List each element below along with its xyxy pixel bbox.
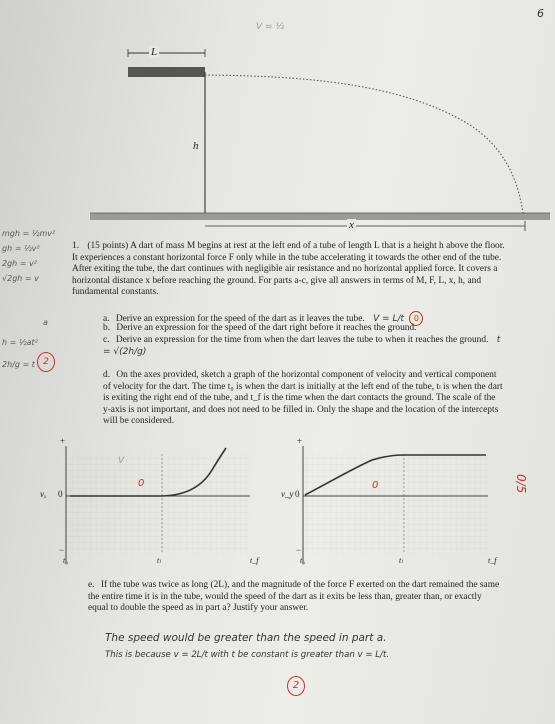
vx-grid bbox=[66, 454, 250, 554]
vy-plus-label: + bbox=[297, 436, 303, 446]
length-label: L bbox=[151, 46, 158, 58]
part-b-text: Derive an expression for the speed of the dart right before it reaches the ground. bbox=[116, 323, 417, 333]
part-b bbox=[103, 323, 503, 335]
part-c-label: c. bbox=[103, 335, 110, 345]
vy-ylabel: v_y bbox=[281, 489, 294, 499]
vx-tf-label: t_f bbox=[250, 556, 259, 565]
score-a: 0 bbox=[413, 314, 419, 323]
vx-plus-label: + bbox=[60, 436, 66, 446]
dart-tube-diagram bbox=[0, 0, 555, 240]
part-d-text: On the axes provided, sketch a graph of the horizontal component of velocity and vertical component of velocity for the dart. The time t₀ is when the dart is initially at the left end of the tube, tₗ is when the dart is exiting the right end of the tube, and t_f is the time when the dart contacts the ground. The scale of the y-axis is not important, and does not need to be filled in. Only the shape and the location of the intercepts will be considered. bbox=[103, 370, 503, 427]
height-label: h bbox=[193, 140, 199, 152]
vy-grade-mark: 0 bbox=[372, 480, 379, 491]
question-intro: A dart of mass M begins at rest at the left end of a tube of length L that is a height h above the floor. It experiences a constant horizontal force F only while in the tube accelerating it towards the other end of the tube. After exiting the tube, the dart continues with negligible air resistance and no horizontal applied force. It covers a horizontal distance x before reaching the ground. For parts a-c, give all answers in terms of M, F, L, x, h, and fundamental constants. bbox=[72, 241, 505, 298]
vx-minus-label: − bbox=[59, 545, 65, 555]
velocity-graphs bbox=[0, 440, 555, 580]
vy-grid bbox=[303, 454, 488, 554]
margin-line-5: h = ½at² bbox=[2, 338, 38, 347]
margin-line-1: mgh = ½mv² bbox=[2, 229, 56, 238]
margin-work bbox=[2, 226, 55, 286]
vx-check-mark: V bbox=[118, 456, 125, 466]
vy-tf-label: t_f bbox=[488, 556, 497, 565]
top-scrawl: V = ½ bbox=[256, 22, 285, 32]
margin-work-lower bbox=[2, 332, 38, 376]
question-1 bbox=[72, 241, 507, 299]
vy-t0-label: t₀ bbox=[300, 556, 306, 565]
vx-zero-label: 0 bbox=[58, 489, 63, 499]
part-a-answer: V = L/t bbox=[373, 314, 405, 324]
distance-label: x bbox=[349, 219, 354, 231]
vx-tl-label: tₗ bbox=[157, 556, 161, 565]
corner-mark: 6 bbox=[537, 7, 544, 20]
part-e-answer-line-2: This is because v = 2L/t with t be constant is greater than v = L/t. bbox=[105, 650, 390, 660]
score-total: 0/5 bbox=[514, 474, 528, 494]
vx-grade-mark: 0 bbox=[138, 478, 145, 489]
vx-ylabel: vₓ bbox=[40, 489, 47, 499]
vy-tl-label: tₗ bbox=[399, 556, 403, 565]
vx-graph bbox=[66, 446, 250, 564]
margin-line-2: gh = ½v² bbox=[2, 244, 40, 253]
score-circle-c bbox=[37, 352, 55, 372]
part-e-label: e. bbox=[88, 580, 95, 590]
part-e-text: If the tube was twice as long (2L), and the magnitude of the force F exerted on the dart remained the same the entire time it is in the tube, would the speed of the dart as it exits be less than, greater than, or exactly equal to double the speed as in part a? Justify your answer. bbox=[88, 580, 500, 614]
vy-graph bbox=[303, 446, 488, 564]
dart-trajectory bbox=[205, 75, 523, 213]
margin-line-6: 2h/g = t bbox=[2, 360, 35, 369]
part-d-label: d. bbox=[103, 370, 111, 380]
margin-line-4: √2gh = v bbox=[2, 274, 39, 283]
part-c-text: Derive an expression for the time from when the dart leaves the tube to when it reaches the ground. bbox=[115, 335, 489, 345]
margin-line-3: 2gh = v² bbox=[2, 259, 37, 268]
question-number: 1. bbox=[72, 241, 80, 251]
part-d bbox=[103, 370, 503, 428]
part-e bbox=[88, 580, 500, 615]
part-b-label: b. bbox=[103, 323, 111, 333]
vx-t0-label: t₀ bbox=[63, 556, 69, 565]
vy-minus-label: − bbox=[296, 545, 302, 555]
ground bbox=[90, 213, 550, 220]
score-e: 2 bbox=[292, 680, 300, 691]
part-c-answer: t = √(2h/g) bbox=[103, 335, 501, 357]
vy-zero-label: 0 bbox=[295, 489, 300, 499]
part-e-answer-line-1: The speed would be greater than the speed in part a. bbox=[105, 632, 387, 644]
part-c bbox=[103, 335, 505, 358]
tube bbox=[128, 67, 205, 77]
margin-letter-a: a bbox=[43, 318, 48, 327]
part-a-text: Derive an expression for the speed of the dart as it leaves the tube. bbox=[115, 314, 365, 324]
score-c: 2 bbox=[43, 357, 49, 367]
score-circle-e bbox=[287, 676, 305, 696]
question-points: (15 points) bbox=[87, 241, 129, 251]
part-a-label: a. bbox=[103, 314, 110, 324]
